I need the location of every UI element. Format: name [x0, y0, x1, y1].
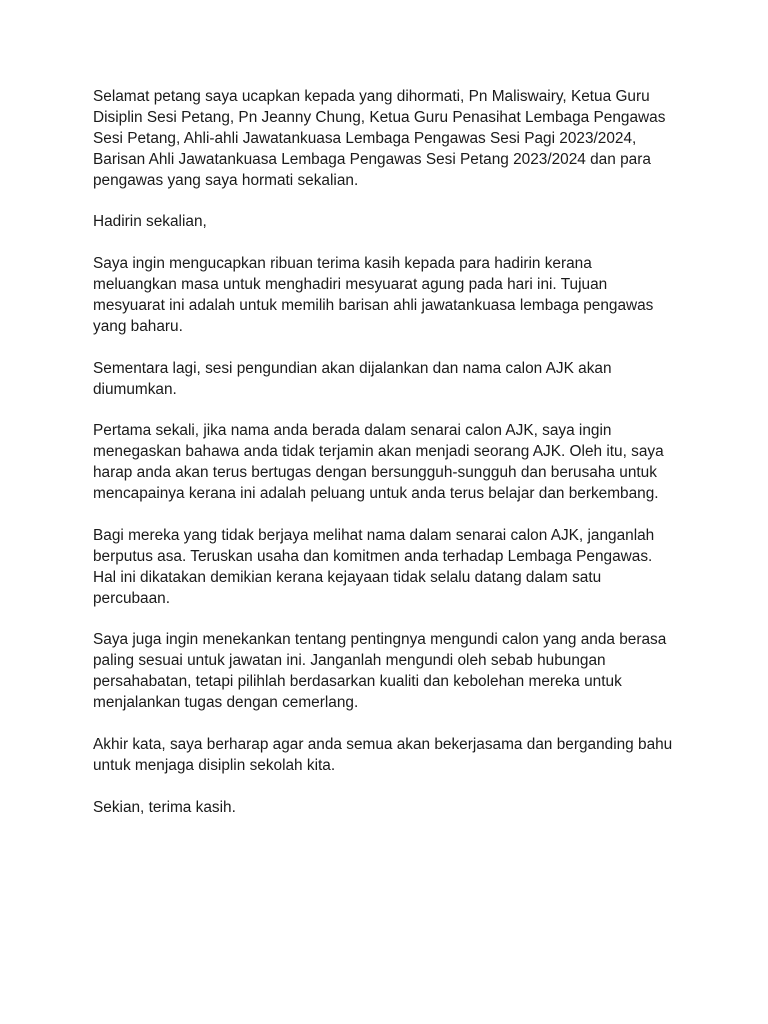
- paragraph-thanks: Saya ingin mengucapkan ribuan terima kasih kepada para hadirin kerana meluangkan masa untuk menghadiri mesyuarat agung pada hari ini. Tujuan mesyuarat ini adalah untuk memilih barisan ahli jawatankuasa lembaga pengawas yang baharu.: [93, 255, 654, 335]
- paragraph-greeting: Selamat petang saya ucapkan kepada yang dihormati, Pn Maliswairy, Ketua Guru Disiplin Sesi Petang, Pn Jeanny Chung, Ketua Guru Penasihat Lembaga Pengawas Sesi Petang, Ahli-ahli Jawatankuasa Lembaga Pengawas Sesi Pagi 2023/2024, Barisan Ahli Jawatankuasa Lembaga Pengawas Sesi Petang 2023/2024 dan para pengawas yang saya hormati sekalian.: [93, 88, 666, 189]
- paragraph-encouragement: Bagi mereka yang tidak berjaya melihat nama dalam senarai calon AJK, janganlah berputus asa. Teruskan usaha dan komitmen anda terhadap Lembaga Pengawas. Hal ini dikatakan demikian kerana kejayaan tidak selalu datang dalam satu percubaan.: [93, 526, 655, 607]
- speech-text: [93, 87, 678, 839]
- paragraph-voting-advice: Saya juga ingin menekankan tentang pentingnya mengundi calon yang anda berasa paling sesuai untuk jawatan ini. Janganlah mengundi oleh sebab hubungan persahabatan, tetapi pilihlah berdasarkan kualiti dan kebolehan mereka untuk menjalankan tugas dengan cemerlang.: [93, 631, 667, 712]
- paragraph-closing: Akhir kata, saya berharap agar anda semua akan bekerjasama dan berganding bahu untuk menjaga disiplin sekolah kita.: [93, 735, 673, 774]
- paragraph-voting-session: Sementara lagi, sesi pengundian akan dijalankan dan nama calon AJK akan diumumkan.: [93, 359, 612, 398]
- paragraph-candidates: Pertama sekali, jika nama anda berada dalam senarai calon AJK, saya ingin menegaskan bahawa anda tidak terjamin akan menjadi seorang AJK. Oleh itu, saya harap anda akan terus bertugas dengan bersungguh-sungguh dan berusaha untuk mencapainya kerana ini adalah peluang untuk anda terus belajar dan berkembang.: [93, 422, 664, 503]
- paragraph-signoff: Sekian, terima kasih.: [93, 798, 236, 816]
- paragraph-address: Hadirin sekalian,: [93, 213, 207, 231]
